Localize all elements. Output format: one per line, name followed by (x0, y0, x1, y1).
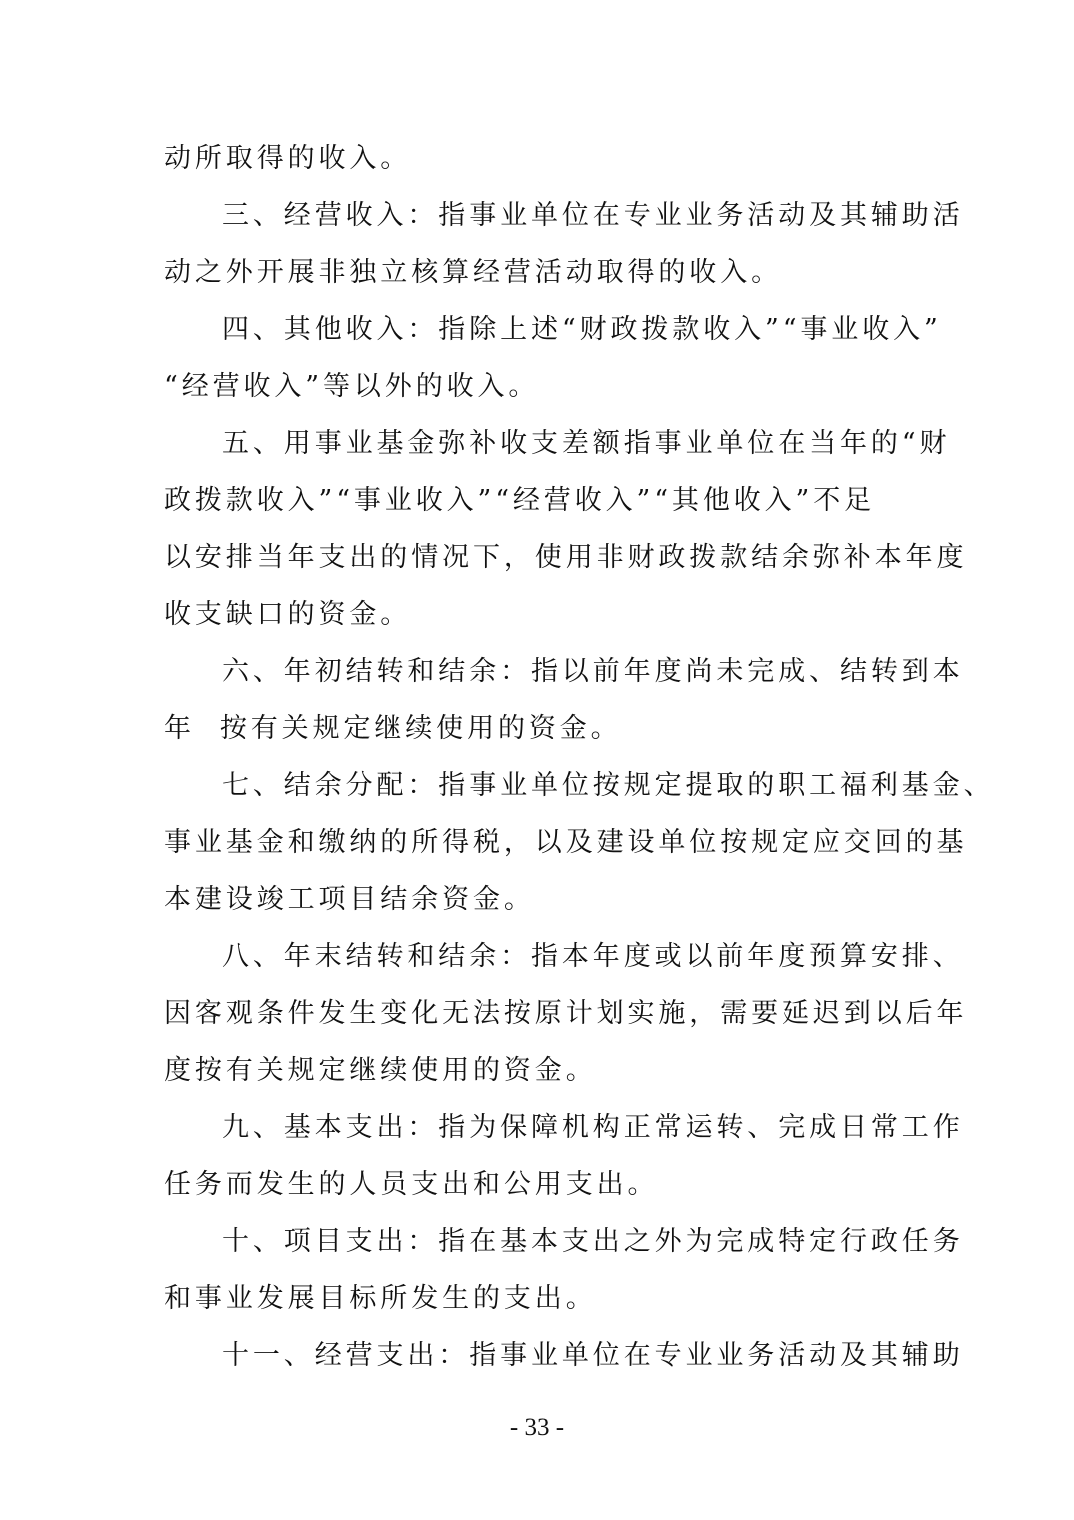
text-line: 本建设竣工项目结余资金。 (164, 884, 535, 915)
text-line: 以安排当年支出的情况下，使用非财政拨款结余弥补本年度 (164, 542, 968, 573)
text-line: 五、用事业基金弥补收支差额指事业单位在当年的“财 (222, 428, 951, 459)
text-line: 十一、经营支出：指事业单位在专业业务活动及其辅助 (222, 1340, 964, 1371)
text-line: 动所取得的收入。 (164, 143, 412, 174)
text-line: 收支缺口的资金。 (164, 599, 412, 630)
text-line: “经营收入”等以外的收入。 (164, 371, 540, 402)
text-line: 六、年初结转和结余：指以前年度尚未完成、结转到本 (222, 656, 964, 687)
text-line: 三、经营收入：指事业单位在专业业务活动及其辅助活 (222, 200, 964, 231)
text-line: 事业基金和缴纳的所得税，以及建设单位按规定应交回的基 (164, 827, 968, 858)
text-line: 动之外开展非独立核算经营活动取得的收入。 (164, 257, 782, 288)
text-line: 度按有关规定继续使用的资金。 (164, 1055, 597, 1086)
text-line: 九、基本支出：指为保障机构正常运转、完成日常工作 (222, 1112, 964, 1143)
text-line: 因客观条件发生变化无法按原计划实施，需要延迟到以后年 (164, 998, 968, 1029)
text-line: 七、结余分配：指事业单位按规定提取的职工福利基金、 (222, 770, 995, 801)
text-line: 和事业发展目标所发生的支出。 (164, 1283, 597, 1314)
page-number: - 33 - (509, 1414, 565, 1441)
text-line: 政拨款收入”“事业收入”“经营收入”“其他收入”不足 (164, 485, 876, 516)
body-text (164, 130, 995, 1384)
text-line: 四、其他收入：指除上述“财政拨款收入”“事业收入” (222, 314, 942, 345)
text-line: 八、年末结转和结余：指本年度或以前年度预算安排、 (222, 941, 964, 972)
text-line: 任务而发生的人员支出和公用支出。 (164, 1169, 659, 1200)
text-line: 十、项目支出：指在基本支出之外为完成特定行政任务 (222, 1226, 964, 1257)
text-line: 年 按有关规定继续使用的资金。 (164, 713, 622, 744)
